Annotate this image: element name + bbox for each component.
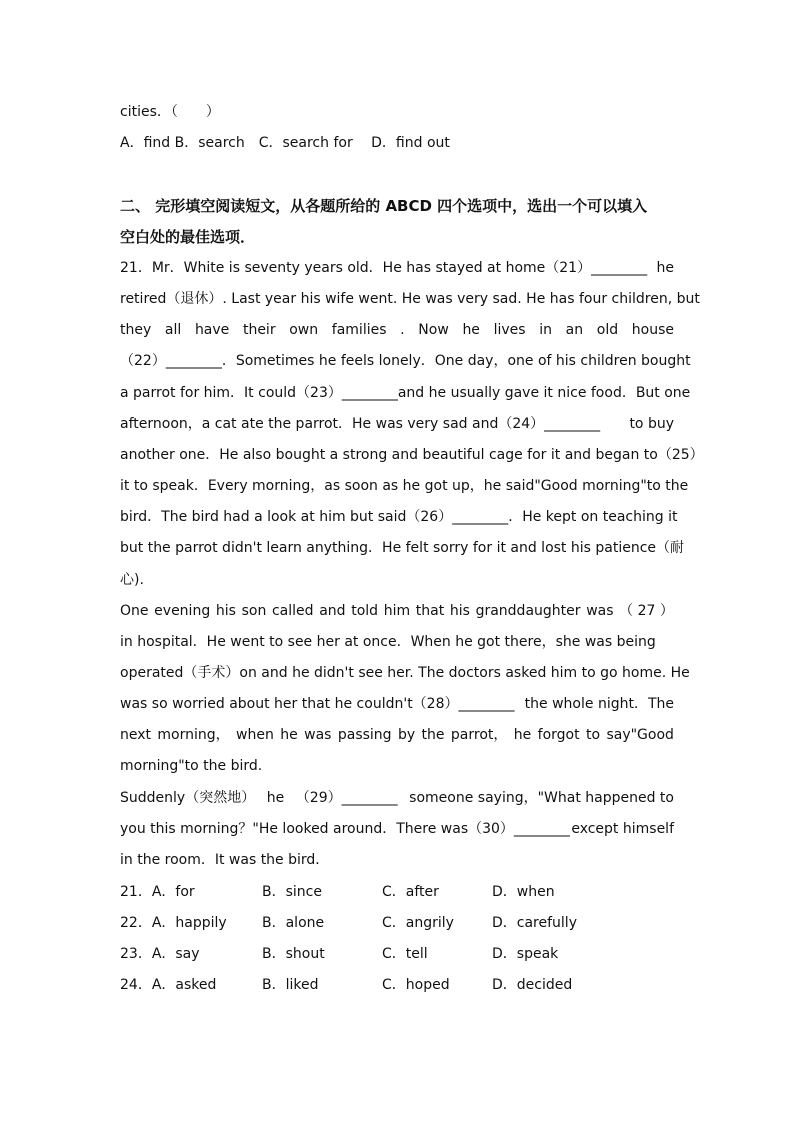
passage-text: forgot — [537, 727, 580, 744]
passage-text: his — [215, 602, 236, 619]
passage-text: 21．Mr．White is seventy years old．He has stayed at home（21）________ — [120, 260, 648, 276]
option-choice: D．when — [492, 884, 555, 900]
passage-text: called — [271, 602, 314, 619]
passage-text: was — [304, 727, 332, 744]
passage-text: lives — [493, 322, 526, 339]
passage-text: they — [120, 322, 152, 339]
option-choice: C．tell — [382, 946, 428, 963]
passage-text: afternoon，a cat ate the parrot．He was very sad and（24）________ — [120, 415, 601, 432]
passage-text: was — [586, 602, 614, 619]
passage-text: have — [194, 322, 230, 339]
passage-text: on and he didn't see her. The doctors asked him to go home. He — [239, 664, 690, 681]
passage-text: granddaughter — [475, 602, 581, 619]
passage-text: and — [319, 602, 346, 619]
question-stem-tail: cities．（ ） — [120, 104, 220, 120]
passage-text: in the room．It was the bird． — [120, 851, 330, 868]
passage-line — [120, 725, 674, 745]
passage-text: by — [397, 727, 416, 744]
passage-text: except himself — [571, 820, 674, 837]
passage-text: next — [120, 727, 152, 744]
passage-text: he — [280, 727, 298, 744]
passage-line — [120, 663, 690, 683]
passage-text: in — [539, 322, 552, 339]
passage-text: when — [236, 727, 274, 744]
passage-text: （29）________ — [295, 789, 398, 806]
passage-text: to — [586, 727, 601, 744]
passage-line — [120, 507, 678, 527]
passage-text: One — [120, 602, 149, 619]
passage-line — [120, 632, 674, 652]
option-choice: D．decided — [492, 977, 573, 994]
passage-text: house — [631, 322, 674, 339]
passage-line — [120, 351, 691, 371]
passage-text: another one．He also bought a strong and beautiful cage for it and began to（25） — [120, 446, 704, 463]
passage-text: was so worried about her that he couldn't（28）________ — [120, 696, 515, 713]
passage-text: say"Good — [606, 727, 674, 744]
passage-text: he — [656, 260, 674, 276]
passage-line — [120, 756, 674, 776]
passage-line — [120, 694, 674, 714]
passage-line — [120, 258, 674, 278]
passage-line — [120, 850, 674, 870]
passage-text: old — [596, 322, 619, 339]
option-choice: C．hoped — [382, 977, 450, 994]
passage-line — [120, 601, 674, 621]
passage-text: his — [449, 602, 470, 619]
passage-text: bird．The bird had a look at him but said（26）________．He kept on teaching it — [120, 509, 678, 526]
passage-line — [120, 788, 674, 808]
passage-line — [120, 320, 674, 340]
passage-text: he — [462, 322, 480, 339]
option-choice: C．angrily — [382, 915, 454, 932]
passage-text: operated（手术） — [120, 664, 240, 681]
passage-line — [120, 538, 685, 558]
section-heading-continued: 空白处的最佳选项． — [120, 228, 256, 246]
passage-text: （ 27 ） — [619, 602, 674, 619]
passage-text: . — [400, 322, 405, 339]
passage-text: Suddenly（突然地） — [120, 789, 256, 806]
passage-text: own — [289, 322, 319, 339]
passage-text: an — [565, 322, 584, 339]
passage-text: morning"to the bird. — [120, 758, 263, 775]
option-choice: B．liked — [262, 977, 319, 994]
option-choice: 22．A．happily — [120, 915, 227, 932]
passage-text: their — [242, 322, 276, 339]
passage-text: to buy — [629, 415, 674, 432]
passage-line — [120, 570, 674, 590]
passage-text: him — [383, 602, 411, 619]
passage-text: a parrot for him．It could（23）________and he usually gave it nice food．But one — [120, 384, 691, 401]
question-options: A．find B．search C．search for D．find out — [120, 135, 450, 151]
passage-text: retired（退休）. Last year his wife went. He was very sad. He has four children, but — [120, 291, 700, 308]
passage-text: passing — [337, 727, 392, 744]
option-choice: C．after — [382, 884, 439, 900]
passage-text: families — [331, 322, 387, 339]
passage-text: morning， — [157, 727, 230, 744]
option-choice: 23．A．say — [120, 946, 200, 963]
passage-text: Now — [418, 322, 449, 339]
passage-line — [120, 289, 700, 309]
passage-line — [120, 445, 704, 465]
passage-text: （22）________．Sometimes he feels lonely．One day，one of his children bought — [120, 353, 691, 370]
passage-text: but the parrot didn't learn anything．He felt sorry for it and lost his patience（耐 — [120, 540, 685, 557]
passage-line — [120, 414, 674, 434]
option-choice: B．since — [262, 884, 322, 900]
passage-line — [120, 476, 689, 496]
option-choice: D．carefully — [492, 915, 577, 932]
passage-text: 心). — [120, 571, 144, 588]
passage-text: all — [164, 322, 182, 339]
passage-line — [120, 819, 674, 839]
option-choice: D．speak — [492, 946, 559, 963]
option-choice: B．alone — [262, 915, 325, 932]
option-choice: 21．A．for — [120, 884, 195, 900]
passage-text: in hospital．He went to see her at once．When he got there，she was being — [120, 633, 656, 650]
passage-text: parrot， — [450, 727, 508, 744]
passage-text: told — [351, 602, 379, 619]
passage-text: he — [513, 727, 532, 744]
passage-text: he — [266, 789, 285, 806]
passage-text: evening — [154, 602, 211, 619]
passage-text: that — [415, 602, 445, 619]
option-choice: 24．A．asked — [120, 977, 217, 994]
section-heading: 二、 完形填空阅读短文，从各题所给的 ABCD 四个选项中，选出一个可以填入 — [120, 197, 648, 215]
passage-text: the — [421, 727, 445, 744]
option-choice: B．shout — [262, 946, 325, 963]
passage-text: it to speak．Every morning，as soon as he got up，he said"Good morning"to the — [120, 478, 689, 495]
passage-text: son — [241, 602, 267, 619]
passage-line — [120, 383, 691, 403]
passage-text: you this morning？"He looked around．There was（30）________ — [120, 820, 570, 837]
passage-text: someone saying，"What happened to — [409, 789, 674, 806]
passage-text: the whole night．The — [524, 696, 674, 713]
